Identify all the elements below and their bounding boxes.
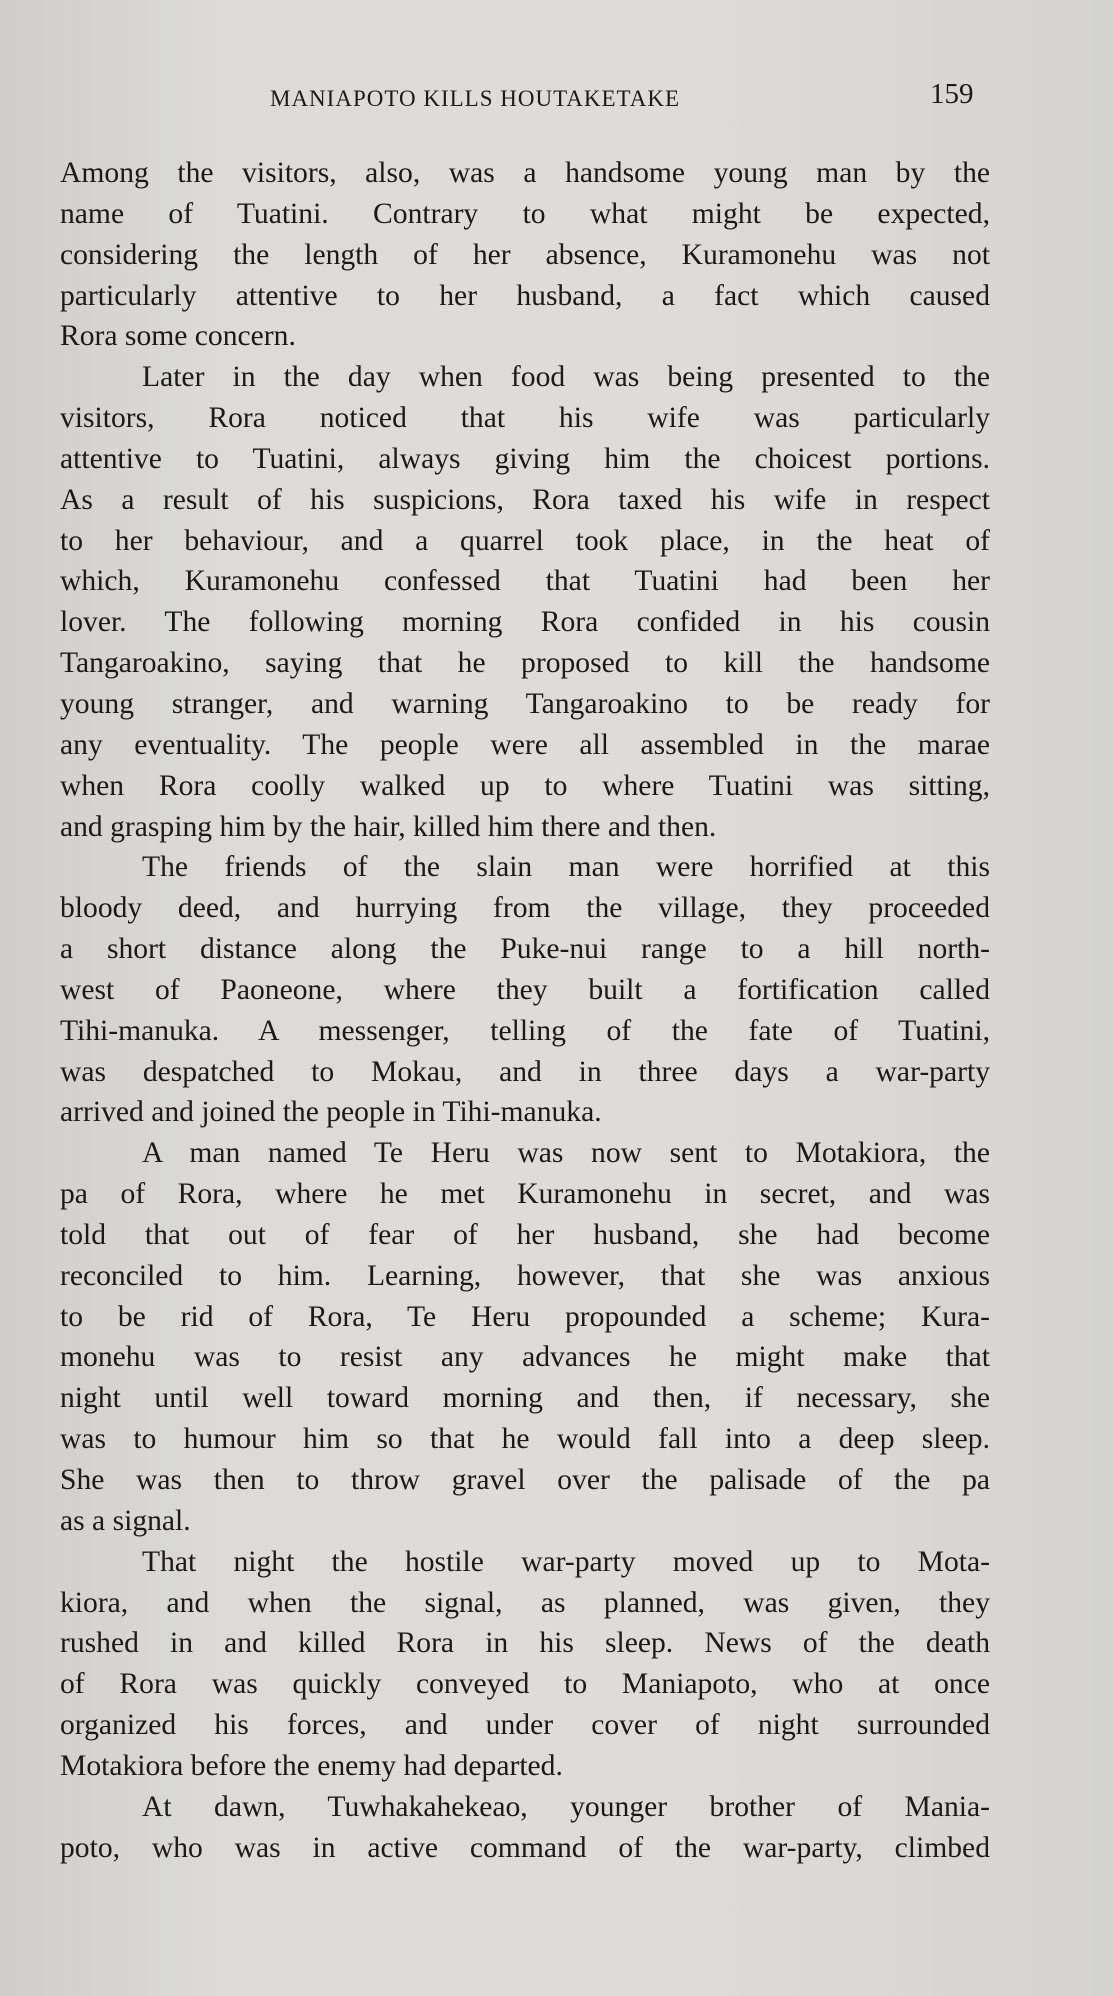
text-line: kiora, and when the signal, as planned, was given, they <box>60 1586 990 1619</box>
text-line: rushed in and killed Rora in his sleep. News of the death <box>60 1627 990 1660</box>
text-line: organized his forces, and under cover of night surrounded <box>60 1709 990 1742</box>
page-header <box>0 78 1114 118</box>
text-line: bloody deed, and hurrying from the village, they proceeded <box>60 892 990 925</box>
text-line: reconciled to him. Learning, however, that she was anxious <box>60 1259 990 1292</box>
text-line: She was then to throw gravel over the palisade of the pa <box>60 1464 990 1496</box>
text-line: pa of Rora, where he met Kuramonehu in secret, and was <box>60 1178 990 1211</box>
text-line: The friends of the slain man were horrified at this <box>142 851 990 884</box>
text-line: Later in the day when food was being presented to the <box>142 361 990 394</box>
text-line: name of Tuatini. Contrary to what might be expected, <box>60 197 990 230</box>
text-line: particularly attentive to her husband, a fact which caused <box>60 279 990 312</box>
text-line: At dawn, Tuwhakahekeao, younger brother of Mania- <box>142 1790 990 1823</box>
text-line: west of Paoneone, where they built a fortification called <box>60 973 990 1006</box>
text-line: to be rid of Rora, Te Heru propounded a scheme; Kura- <box>60 1300 990 1333</box>
text-line: Rora some concern. <box>60 320 296 353</box>
text-line: attentive to Tuatini, always giving him the choicest portions. <box>60 442 990 475</box>
text-line: night until well toward morning and then, if necessary, she <box>60 1382 990 1415</box>
text-line: arrived and joined the people in Tihi-manuka. <box>60 1096 602 1129</box>
text-line: Tangaroakino, saying that he proposed to kill the handsome <box>60 647 990 680</box>
body-text <box>60 153 990 1868</box>
text-line: poto, who was in active command of the war-party, climbed <box>60 1831 990 1864</box>
text-line: when Rora coolly walked up to where Tuatini was sitting, <box>60 769 990 802</box>
text-line: Tihi-manuka. A messenger, telling of the fate of Tuatini, <box>60 1014 990 1047</box>
text-line: monehu was to resist any advances he might make that <box>60 1341 990 1374</box>
page-number: 159 <box>930 78 974 110</box>
text-line: to her behaviour, and a quarrel took place, in the heat of <box>60 524 990 557</box>
text-line: which, Kuramonehu confessed that Tuatini had been her <box>60 565 990 598</box>
text-line: was to humour him so that he would fall into a deep sleep. <box>60 1423 990 1456</box>
text-line: As a result of his suspicions, Rora taxed his wife in respect <box>60 483 990 516</box>
text-line: of Rora was quickly conveyed to Maniapoto, who at once <box>60 1668 990 1701</box>
text-line: A man named Te Heru was now sent to Motakiora, the <box>142 1137 990 1170</box>
text-line: as a signal. <box>60 1504 191 1537</box>
text-line: and grasping him by the hair, killed him there and then. <box>60 810 717 843</box>
text-line: considering the length of her absence, Kuramonehu was not <box>60 238 990 271</box>
text-line: Among the visitors, also, was a handsome young man by the <box>60 157 990 189</box>
text-line: Motakiora before the enemy had departed. <box>60 1749 563 1782</box>
running-title: MANIAPOTO KILLS HOUTAKETAKE <box>270 86 681 111</box>
text-line: any eventuality. The people were all assembled in the marae <box>60 728 990 761</box>
text-line: was despatched to Mokau, and in three days a war-party <box>60 1055 990 1088</box>
text-line: lover. The following morning Rora confided in his cousin <box>60 606 990 639</box>
text-line: visitors, Rora noticed that his wife was particularly <box>60 402 990 435</box>
text-line: told that out of fear of her husband, she had become <box>60 1218 990 1251</box>
text-line: a short distance along the Puke-nui range to a hill north- <box>60 933 990 966</box>
text-line: That night the hostile war-party moved up to Mota- <box>142 1545 990 1578</box>
text-line: young stranger, and warning Tangaroakino to be ready for <box>60 687 990 720</box>
